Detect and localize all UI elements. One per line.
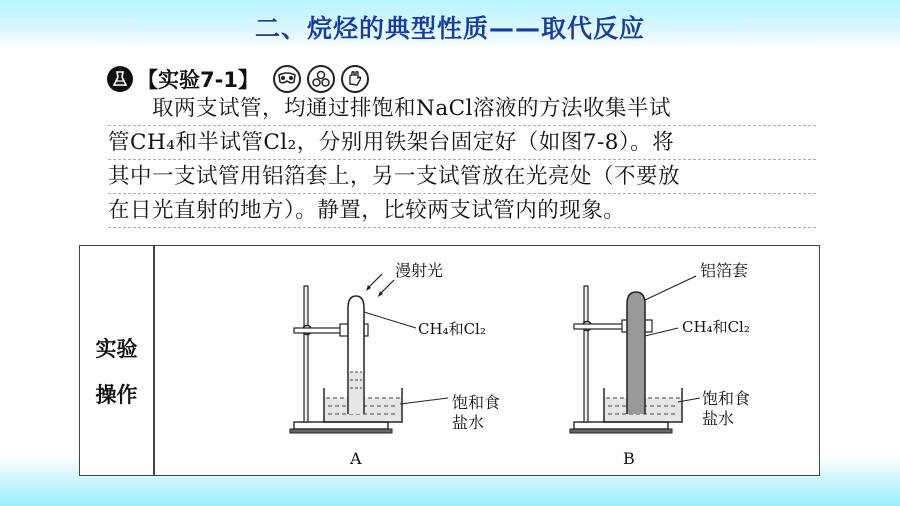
apparatus-diagram (230, 246, 820, 476)
flask-person-icon (107, 66, 133, 92)
tube-a-liquid (349, 372, 363, 414)
caption-a: A (350, 449, 362, 468)
foil-covered-tube-b (627, 292, 645, 414)
safety-icons (273, 65, 369, 93)
description-line-4: 在日光直射的地方）。静置，比较两支试管内的现象。 (108, 194, 816, 228)
experiment-header (107, 64, 369, 94)
experiment-label: 【实验7-1】 (137, 68, 259, 92)
apparatus-b (570, 261, 750, 468)
row-label (80, 326, 153, 418)
label-a-gas: CH₄和Cl₂ (418, 320, 486, 338)
table-divider (153, 246, 155, 475)
label-b-solution-2: 盐水 (702, 409, 735, 428)
slide-title: 二、烷烃的典型性质——取代反应 (254, 14, 645, 43)
row-label-line-2: 操作 (95, 383, 138, 407)
description-line-1: 取两支试管，均通过排饱和NaCl溶液的方法收集半试 (108, 92, 816, 126)
label-b-foil: 铝箔套 (700, 261, 749, 280)
label-a-solution-2: 盐水 (452, 413, 485, 432)
stand-base-b (574, 422, 668, 429)
hand-wash-icon (341, 65, 369, 93)
row-label-line-1: 实验 (95, 337, 138, 361)
experiment-table (79, 245, 820, 476)
experiment-description (108, 92, 816, 228)
stand-rod-b (584, 286, 588, 422)
description-line-3: 其中一支试管用铝箔套上，另一支试管放在光亮处（不要放 (108, 160, 816, 194)
label-b-gas: CH₄和Cl₂ (682, 318, 750, 336)
label-b-solution-1: 饱和食 (702, 389, 751, 408)
description-line-2: 管CH₄和半试管Cl₂，分别用铁架台固定好（如图7-8）。将 (108, 126, 816, 160)
goggles-icon (273, 65, 301, 93)
stand-rod-a (304, 286, 308, 422)
label-a-light: 漫射光 (395, 261, 444, 280)
stand-base-a (294, 422, 388, 429)
light-arrow-2 (380, 280, 394, 294)
caption-b: B (623, 449, 635, 468)
explosion-icon (307, 65, 335, 93)
light-arrow-1 (368, 274, 382, 288)
stand-base-b-bottom (570, 429, 672, 433)
stand-base-a-bottom (290, 429, 392, 433)
apparatus-a (290, 261, 500, 468)
label-a-solution-1: 饱和食 (452, 393, 501, 412)
